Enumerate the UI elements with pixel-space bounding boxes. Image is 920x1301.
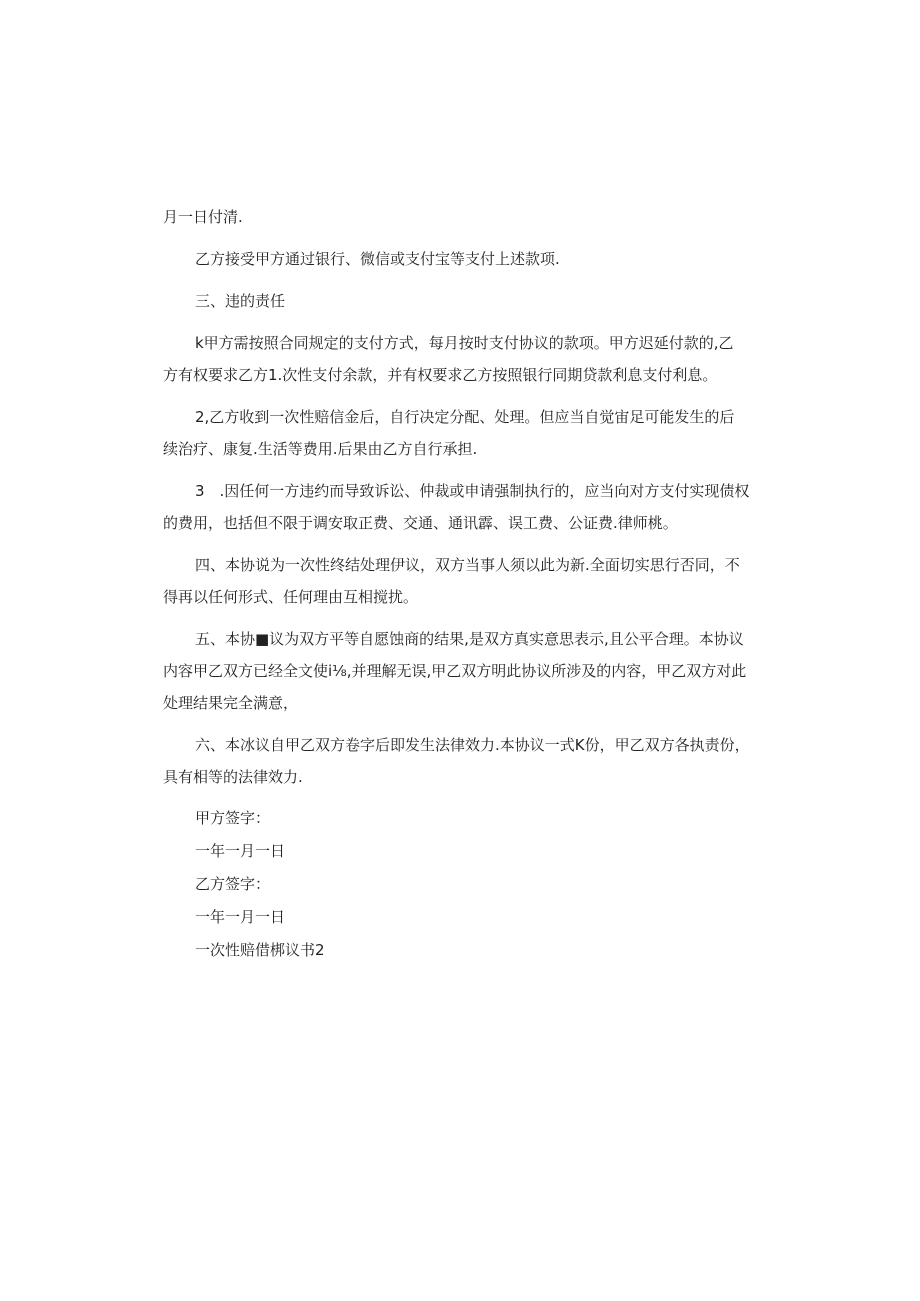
party-a-signature-label: 甲方签字： <box>195 809 271 827</box>
paragraph-payment-method <box>163 243 763 275</box>
text-line: k甲方需按照合同规定的支付方式，每月按时支付协议的款项。甲方迟延付款的,乙 <box>195 334 734 352</box>
clause-3 <box>163 475 763 539</box>
text-line: 处理结果完全满意， <box>163 694 299 712</box>
text-line: 续治疗、康复.生活等费用.后果由乙方自行承担. <box>163 440 478 458</box>
text-line: 的费用，也括但不限于调安取正费、交通、通讯霹、误工费、公证费.律师桃。 <box>163 514 678 532</box>
clause-1 <box>163 327 763 391</box>
text-line: 五、本协■议为双方平等自愿蚀商的结果,是双方真实意思表示,且公平合理。本协议 <box>195 630 744 648</box>
next-document-title: 一次性赔借梆议书2 <box>195 941 325 959</box>
text-line: 乙方接受甲方通过银行、微信或支付宝等支付上述款项. <box>195 250 560 268</box>
text-line: 2,乙方收到一次性赔信金后，自行决定分配、处理。但应当自觉宙足可能发生的后 <box>195 408 735 426</box>
text-line: 内容甲乙双方已经全文使i⅛,并理解无误,甲乙双方明此协议所涉及的内容，甲乙双方对此 <box>163 662 747 680</box>
text-line: 三、违的责任 <box>195 292 286 310</box>
party-b-signature-label: 乙方签字： <box>195 875 271 893</box>
clause-2 <box>163 401 763 465</box>
document-body <box>163 201 763 968</box>
text-line: 四、本协说为一次性终结处理伊议，双方当事人须以此为新.全面切实思行否同，不 <box>195 556 740 574</box>
party-a-date: 一年一月一日 <box>195 842 286 860</box>
section-heading-liability <box>163 285 763 317</box>
section-6 <box>163 729 763 793</box>
text-line: 六、本冰议自甲乙双方卷字后即发生法律效力.本协议一式K份，甲乙双方各执责份， <box>195 736 750 754</box>
section-5 <box>163 623 763 719</box>
text-line: 月一日付清. <box>163 208 243 226</box>
text-line: 具有相等的法律效力. <box>163 768 303 786</box>
paragraph-continuation <box>163 201 763 233</box>
text-line: 3 .因任何一方违约而导致诉讼、仲裁或申请强制执行的，应当向对方支付实现债权 <box>195 482 750 500</box>
text-line: 得再以任何形式、任何理由互相搅扰。 <box>163 588 419 606</box>
party-b-date: 一年一月一日 <box>195 908 286 926</box>
text-line: 方有权要求乙方1.次性支付余款，并有权要求乙方按照银行同期贷款利息支付利息。 <box>163 366 718 384</box>
section-4 <box>163 549 763 613</box>
